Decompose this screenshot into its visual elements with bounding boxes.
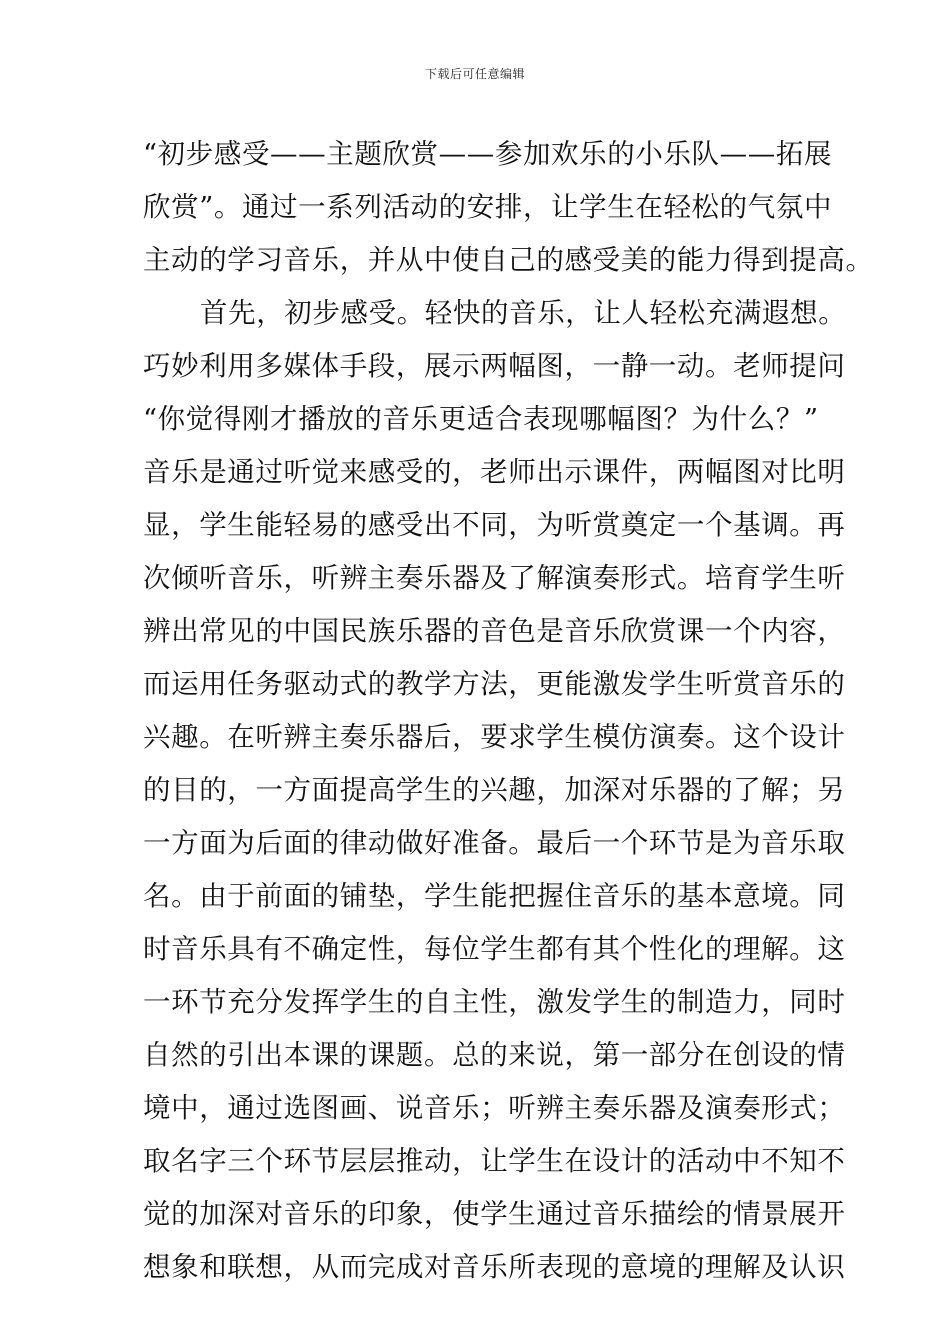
paragraph-2-line-2: 巧妙利用多媒体手段，展示两幅图，一静一动。老师提问	[143, 350, 846, 382]
paragraph-2-line-5: 显，学生能轻易的感受出不同，为听赏奠定一个基调。再	[143, 509, 846, 541]
paragraph-1-line-3: 主动的学习音乐，并从中使自己的感受美的能力得到提高。	[143, 244, 874, 276]
paragraph-2-line-1: 首先，初步感受。轻快的音乐，让人轻松充满遐想。	[200, 297, 847, 329]
paragraph-2-line-14: 一环节充分发挥学生的自主性，激发学生的制造力，同时	[143, 986, 846, 1018]
paragraph-2-line-15: 自然的引出本课的课题。总的来说，第一部分在创设的情	[143, 1039, 846, 1071]
paragraph-2-line-13: 时音乐具有不确定性，每位学生都有其个性化的理解。这	[143, 933, 846, 965]
paragraph-2-line-17: 取名字三个环节层层推动，让学生在设计的活动中不知不	[143, 1145, 846, 1177]
paragraph-2-line-4: 音乐是通过听觉来感受的，老师出示课件，两幅图对比明	[143, 456, 846, 488]
paragraph-2-line-8: 而运用任务驱动式的教学方法，更能激发学生听赏音乐的	[143, 668, 846, 700]
body-text	[143, 128, 874, 1294]
paragraph-2-line-12: 名。由于前面的铺垫，学生能把握住音乐的基本意境。同	[143, 880, 846, 912]
paragraph-2-line-9: 兴趣。在听辨主奏乐器后，要求学生模仿演奏。这个设计	[143, 721, 846, 753]
paragraph-2-line-10: 的目的，一方面提高学生的兴趣，加深对乐器的了解；另	[143, 774, 846, 806]
paragraph-2-line-19: 想象和联想，从而完成对音乐所表现的意境的理解及认识	[143, 1251, 846, 1283]
paragraph-2-line-7: 辨出常见的中国民族乐器的音色是音乐欣赏课一个内容，	[143, 615, 846, 647]
paragraph-2-line-16: 境中，通过选图画、说音乐；听辨主奏乐器及演奏形式；	[143, 1092, 846, 1124]
paragraph-1-line-1: “初步感受——主题欣赏——参加欢乐的小乐队——拓展	[143, 138, 833, 170]
paragraph-1-line-2: 欣赏”。通过一系列活动的安排，让学生在轻松的气氛中	[143, 191, 833, 223]
paragraph-2-line-11: 一方面为后面的律动做好准备。最后一个环节是为音乐取	[143, 827, 846, 859]
page-header: 下载后可任意编辑	[424, 67, 525, 81]
paragraph-2-line-3: “你觉得刚才播放的音乐更适合表现哪幅图？为什么？”	[143, 403, 819, 435]
paragraph-2-line-6: 次倾听音乐，听辨主奏乐器及了解演奏形式。培育学生听	[143, 562, 846, 594]
paragraph-2-line-18: 觉的加深对音乐的印象，使学生通过音乐描绘的情景展开	[143, 1198, 846, 1230]
